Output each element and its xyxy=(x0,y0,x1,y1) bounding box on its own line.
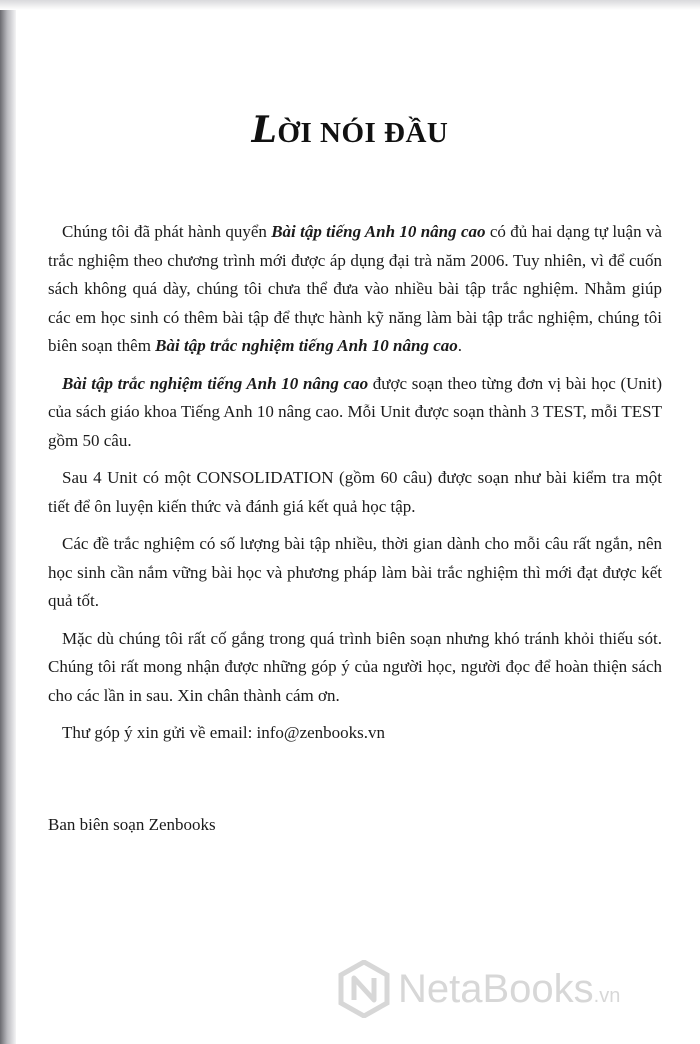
watermark-brand-name: NetaBooks xyxy=(398,966,594,1011)
signature: Ban biên soạn Zenbooks xyxy=(48,815,216,834)
paragraph-6 xyxy=(48,719,662,748)
page-title xyxy=(0,109,700,151)
page-top-shadow xyxy=(0,0,700,10)
paragraph-4 xyxy=(48,530,662,616)
p2-book-title: Bài tập trắc nghiệm tiếng Anh 10 nâng cao xyxy=(62,373,369,393)
p4-text: Các đề trắc nghiệm có số lượng bài tập nhiều, thời gian dành cho mỗi câu rất ngắn, nên học sinh cần nắm vững bài học và phương pháp làm bài trắc nghiệm thì mới đạt được kết quả tốt. xyxy=(48,534,662,610)
preface-body xyxy=(48,218,662,757)
p6-email-text: Thư góp ý xin gửi về email: info@zenbooks.vn xyxy=(62,723,386,742)
p1-text-e: . xyxy=(457,336,463,355)
netabooks-logo-icon xyxy=(338,960,390,1018)
title-initial: L xyxy=(251,109,278,152)
watermark xyxy=(338,960,620,1018)
paragraph-2 xyxy=(48,370,662,456)
p5-text: Mặc dù chúng tôi rất cố gắng trong quá trình biên soạn nhưng khó tránh khỏi thiếu sót. Chúng tôi rất mong nhận được những góp ý của người học, người đọc để hoàn thiện sách cho các lần in sau. Xin chân thành cám ơn. xyxy=(48,628,662,705)
watermark-brand xyxy=(398,967,620,1012)
p2-text-b: được soạn theo từng đơn vị bài học (Unit) của sách giáo khoa Tiếng Anh 10 nâng cao. Mỗi Unit được soạn thành 3 TEST, mỗi TEST gồm 50 câu. xyxy=(48,373,662,450)
title-rest: ỜI NÓI ĐẦU xyxy=(277,117,449,150)
paragraph-5 xyxy=(48,625,662,711)
page-binding-shadow xyxy=(0,0,16,1044)
paragraph-3 xyxy=(48,464,662,521)
watermark-suffix: .vn xyxy=(593,984,621,1007)
p1-text-a: Chúng tôi đã phát hành quyển xyxy=(62,222,272,241)
p1-book-title-2: Bài tập trắc nghiệm tiếng Anh 10 nâng cao xyxy=(155,336,458,355)
paragraph-1 xyxy=(48,218,662,361)
p1-text-c: có đủ hai dạng tự luận và trắc nghiệm theo chương trình mới được áp dụng đại trà năm 2006. Tuy nhiên, vì để cuốn sách không quá dày, chúng tôi chưa thể đưa vào nhiều bài tập trắc nghiệm. Nhằm giúp các em học sinh có thêm bài tập để thực hành kỹ năng làm bài tập trắc nghiệm, chúng tôi biên soạn thêm xyxy=(48,222,662,355)
p3-text: Sau 4 Unit có một CONSOLIDATION (gồm 60 câu) được soạn như bài kiểm tra một tiết để ôn luyện kiến thức và đánh giá kết quả học tập. xyxy=(48,468,662,516)
p1-book-title: Bài tập tiếng Anh 10 nâng cao xyxy=(271,222,486,241)
